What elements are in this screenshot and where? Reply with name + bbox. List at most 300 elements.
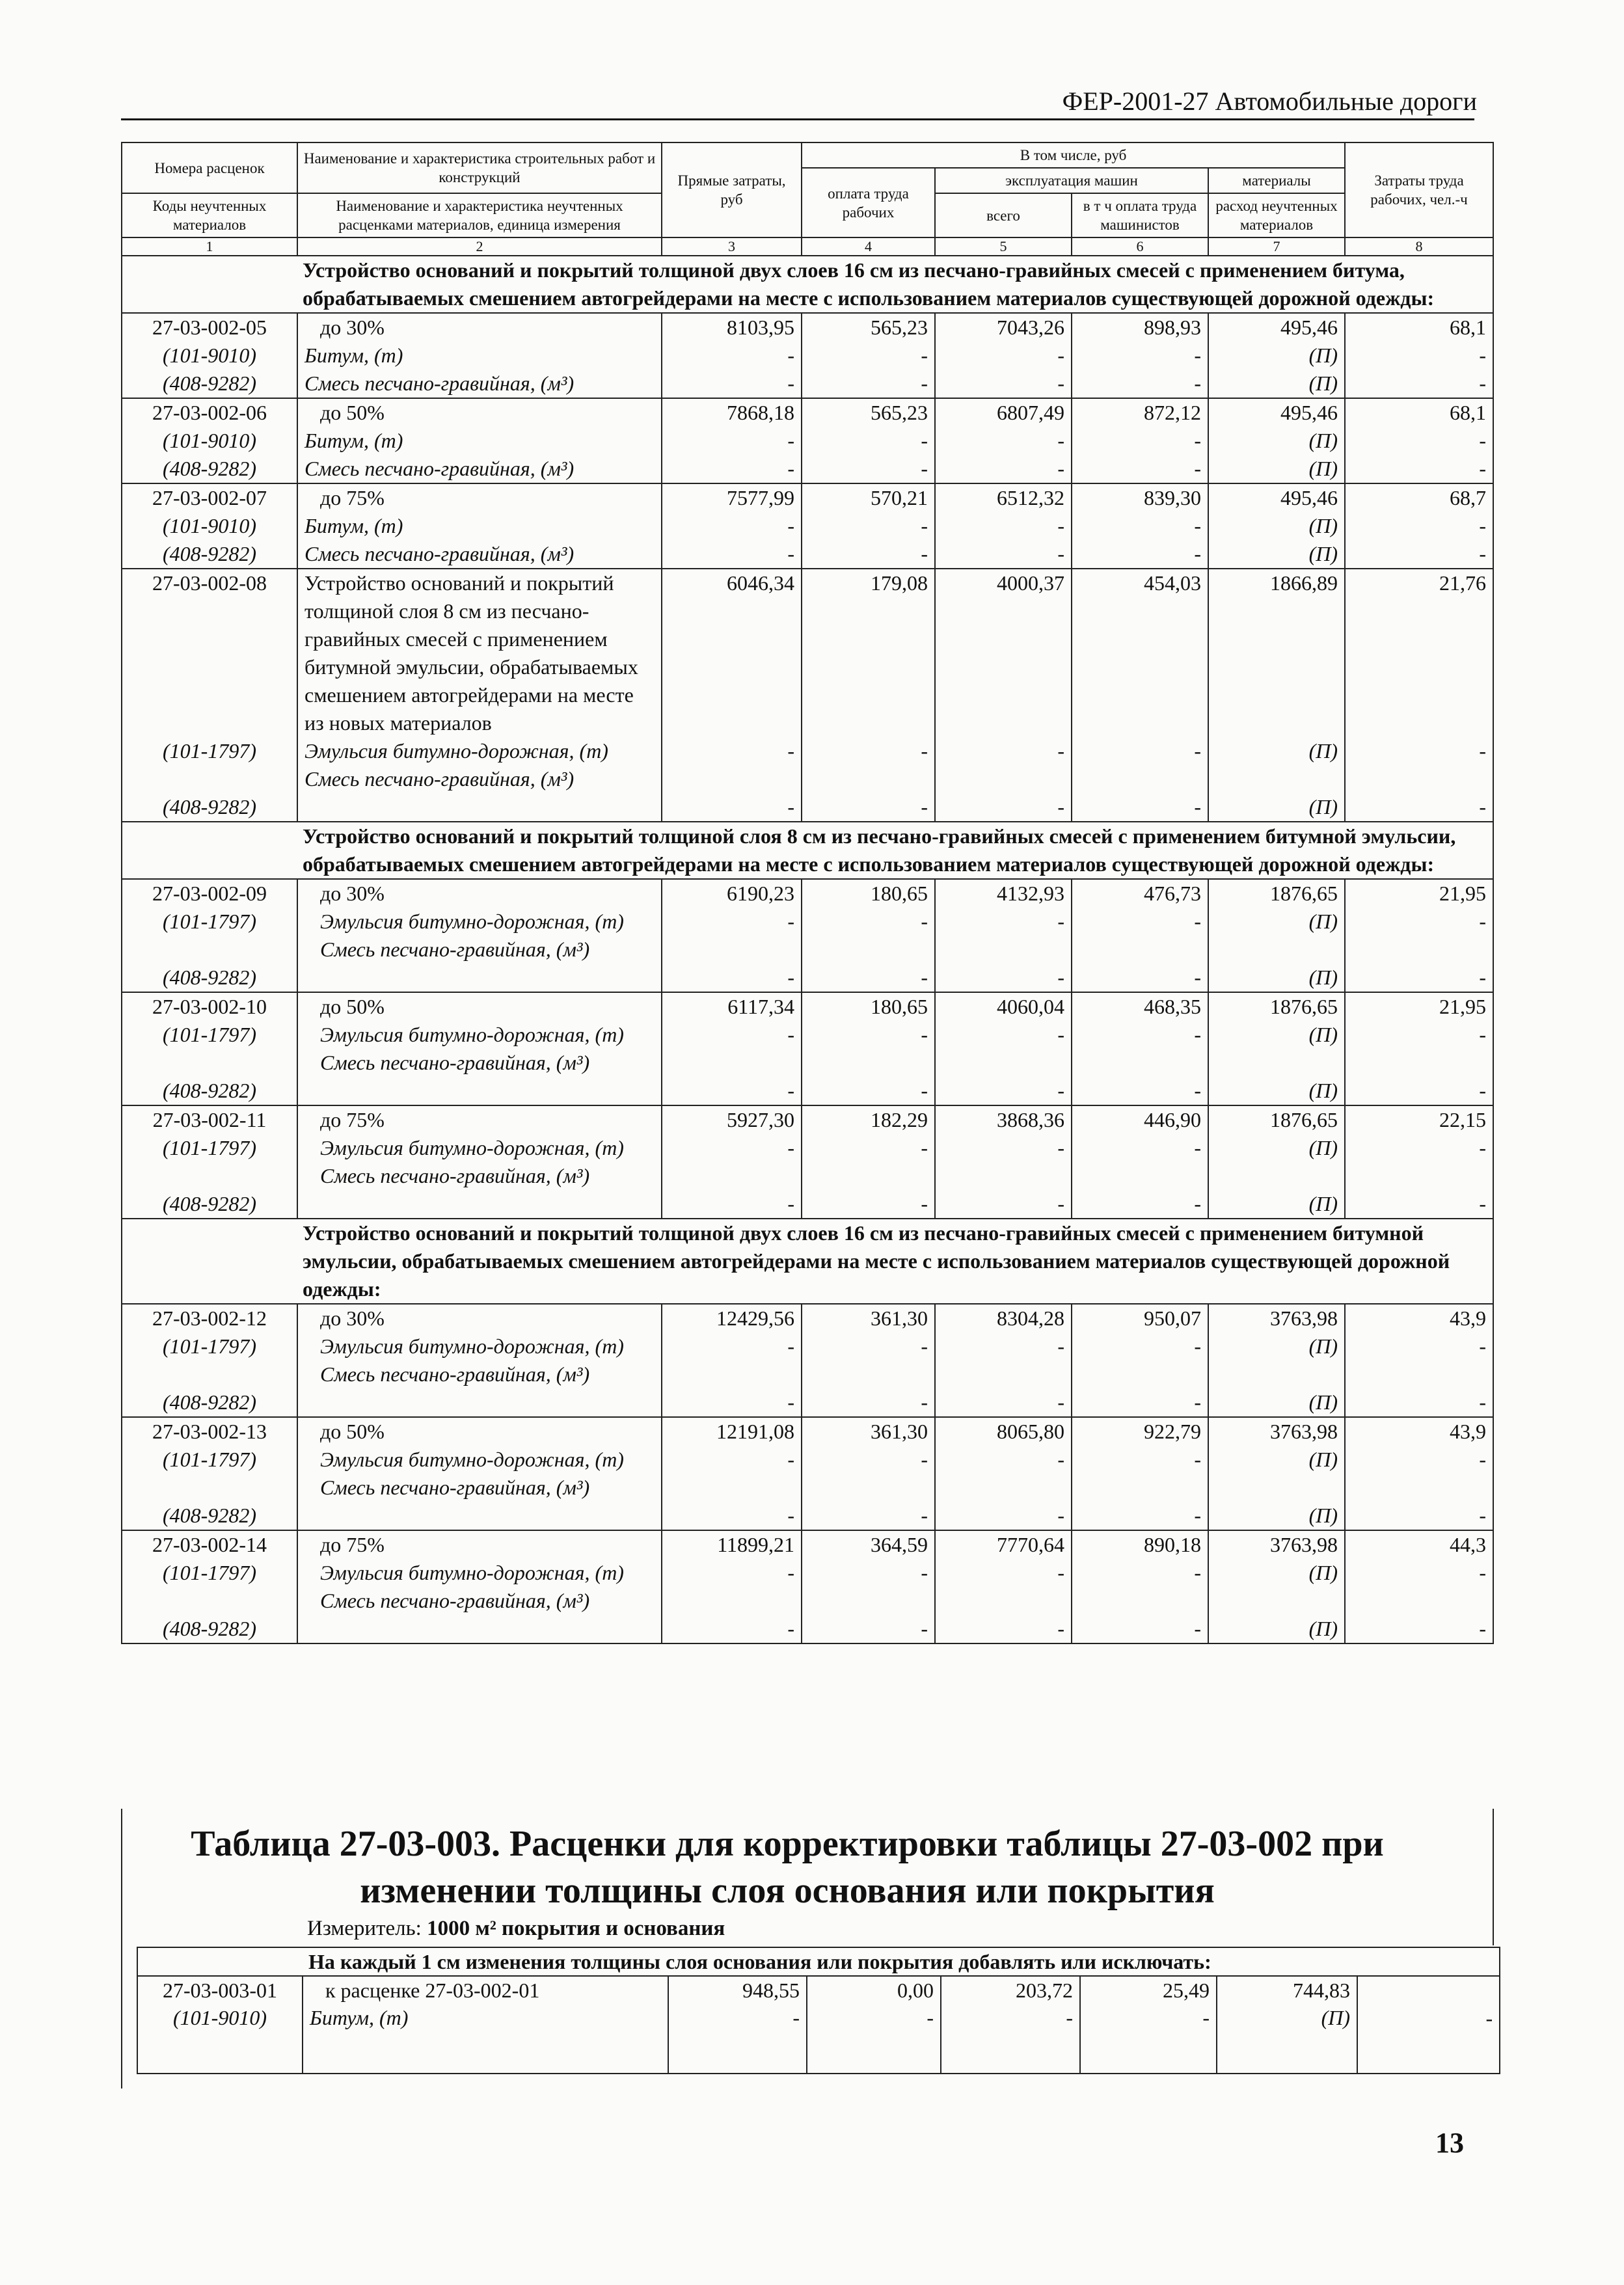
measure-value: 1000 м² покрытия и основания: [427, 1917, 725, 1940]
section-heading: Устройство оснований и покрытий толщиной двух слоев 16 см из песчано-гравийных смесей с применением битума, обрабатываемых смешением автогрейдерами на месте с использованием материалов существующей дорожной одежды:: [297, 256, 1493, 313]
direct-cost: 12191,08: [716, 1420, 794, 1443]
table3-title: Таблица 27-03-003. Расценки для корректировки таблицы 27-03-002 при изменении толщины слоя основания или покрытия: [191, 1824, 1384, 1911]
material-code: (408-9282): [163, 966, 256, 989]
dash: -: [1194, 1390, 1201, 1414]
dash: -: [921, 1617, 928, 1640]
driver-wages: 872,12: [1144, 401, 1201, 424]
work-name: до 50%: [320, 1420, 385, 1443]
material-code: (408-9282): [163, 1504, 256, 1527]
work-name: к расценке 27-03-002-01: [325, 1979, 540, 2002]
dash: -: [1194, 1561, 1201, 1584]
machines-total: 4060,04: [997, 995, 1064, 1018]
work-name: до 75%: [320, 1533, 385, 1556]
dash: -: [1194, 966, 1201, 989]
dash: -: [1194, 795, 1201, 818]
dash: -: [1202, 2006, 1210, 2029]
dash: -: [921, 514, 928, 537]
page-number: 13: [1435, 2127, 1464, 2159]
dash: -: [1479, 1334, 1487, 1358]
material-code: (408-9282): [163, 1390, 256, 1414]
material-name: Смесь песчано-гравийная, (м³): [320, 1362, 590, 1386]
direct-cost: 12429,56: [716, 1306, 794, 1330]
table-row: [122, 313, 1493, 398]
machines-total: 6512,32: [997, 486, 1064, 509]
materials-cost: 3763,98: [1270, 1533, 1338, 1556]
dash: -: [1479, 739, 1487, 763]
dash: -: [1057, 372, 1064, 395]
driver-wages: 890,18: [1144, 1533, 1201, 1556]
dash: -: [921, 966, 928, 989]
direct-cost: 6117,34: [727, 995, 794, 1018]
dash: -: [787, 514, 794, 537]
material-name: Эмульсия битумно-дорожная, (т): [320, 1023, 624, 1046]
machines-total: 6807,49: [997, 401, 1064, 424]
wages: 361,30: [871, 1306, 928, 1330]
section-heading: Устройство оснований и покрытий толщиной слоя 8 см из песчано-гравийных смесей с применением битумной эмульсии, обрабатываемых смешением автогрейдерами на месте с использованием материалов существующей дорожной одежды:: [297, 822, 1493, 879]
table-row: [122, 569, 1493, 822]
project-marker: (П): [1308, 1192, 1338, 1215]
material-name: Битум, (т): [304, 429, 403, 452]
price-table: [121, 142, 1494, 1644]
dash: -: [921, 1136, 928, 1159]
dash: -: [1057, 344, 1064, 367]
labor: 68,1: [1450, 316, 1487, 339]
material-name: Битум, (т): [304, 514, 403, 537]
material-name: Эмульсия битумно-дорожная, (т): [304, 739, 608, 763]
dash: -: [1057, 1390, 1064, 1414]
table-row: [122, 1417, 1493, 1530]
driver-wages: 468,35: [1144, 995, 1201, 1018]
dash: -: [787, 966, 794, 989]
dash: -: [1479, 1079, 1487, 1102]
material-code: (101-1797): [163, 1023, 256, 1046]
dash: -: [921, 795, 928, 818]
direct-cost: 11899,21: [717, 1533, 794, 1556]
project-marker: (П): [1308, 1504, 1338, 1527]
material-code: (101-1797): [163, 1136, 256, 1159]
dash: -: [921, 344, 928, 367]
project-marker: (П): [1308, 739, 1338, 763]
project-marker: (П): [1321, 2006, 1350, 2029]
dash: -: [921, 1334, 928, 1358]
dash: -: [921, 1192, 928, 1215]
table3: [137, 1947, 1500, 2074]
dash: -: [787, 1561, 794, 1584]
material-name: Эмульсия битумно-дорожная, (т): [320, 1448, 624, 1471]
dash: -: [1194, 1448, 1201, 1471]
table3-subheader: На каждый 1 см изменения толщины слоя основания или покрытия добавлять или исключать:: [137, 1947, 1500, 1976]
project-marker: (П): [1308, 429, 1338, 452]
machines-total: 4000,37: [997, 571, 1064, 595]
rate-code: 27-03-002-14: [152, 1533, 267, 1556]
wages: 364,59: [871, 1533, 928, 1556]
dash: -: [1479, 966, 1487, 989]
material-name: Смесь песчано-гравийная, (м³): [320, 1589, 590, 1612]
material-name: Эмульсия битумно-дорожная, (т): [320, 1561, 624, 1584]
material-code: (408-9282): [163, 1079, 256, 1102]
dash: -: [787, 372, 794, 395]
col-work-name-header: Наименование и характеристика строительных работ и конструкций: [297, 142, 662, 193]
project-marker: (П): [1308, 1023, 1338, 1046]
material-code: (101-1797): [163, 739, 256, 763]
table3-measure: [307, 1917, 725, 1941]
machines-total: 3868,36: [997, 1108, 1064, 1131]
col-material-name-header: Наименование и характеристика неучтенных расценками материалов, единица измерения: [297, 193, 662, 237]
project-marker: (П): [1308, 1334, 1338, 1358]
direct-cost: 7577,99: [727, 486, 794, 509]
dash: -: [1194, 1334, 1201, 1358]
material-name: Эмульсия битумно-дорожная, (т): [320, 910, 624, 933]
material-name: Смесь песчано-гравийная, (м³): [304, 457, 575, 480]
work-name: Устройство оснований и покрытий толщиной слоя 8 см из песчано-гравийных смесей с применением битумной эмульсии, обрабатываемых смешением автогрейдерами на месте из новых материалов: [304, 571, 638, 735]
wages: 180,65: [871, 995, 928, 1018]
dash: -: [1057, 514, 1064, 537]
material-name: Эмульсия битумно-дорожная, (т): [320, 1334, 624, 1358]
dash: -: [1057, 1448, 1064, 1471]
dash: -: [921, 457, 928, 480]
project-marker: (П): [1308, 1390, 1338, 1414]
dash: -: [1057, 1136, 1064, 1159]
project-marker: (П): [1308, 344, 1338, 367]
direct-cost: 8103,95: [727, 316, 794, 339]
dash: -: [1479, 372, 1487, 395]
materials-cost: 495,46: [1280, 401, 1338, 424]
dash: -: [921, 1390, 928, 1414]
rate-code: 27-03-003-01: [163, 1979, 277, 2002]
materials-cost: 1876,65: [1270, 1108, 1338, 1131]
project-marker: (П): [1308, 966, 1338, 989]
dash: -: [1479, 1136, 1487, 1159]
dash: -: [1057, 1023, 1064, 1046]
machines-total: 8304,28: [997, 1306, 1064, 1330]
rate-code: 27-03-002-09: [152, 882, 267, 905]
col-number: 2: [297, 237, 662, 256]
col-number: 3: [662, 237, 802, 256]
dash: -: [1479, 429, 1487, 452]
dash: -: [1066, 2006, 1073, 2029]
wages: 182,29: [871, 1108, 928, 1131]
machines-total: 203,72: [1016, 1979, 1073, 2002]
dash: -: [1479, 344, 1487, 367]
dash: -: [787, 1448, 794, 1471]
dash: -: [1194, 910, 1201, 933]
labor: 22,15: [1439, 1108, 1487, 1131]
project-marker: (П): [1308, 542, 1338, 565]
dash: -: [1194, 1617, 1201, 1640]
labor: 43,9: [1450, 1420, 1487, 1443]
rate-code: 27-03-002-06: [152, 401, 267, 424]
col-labor-header: Затраты труда рабочих, чел.-ч: [1345, 142, 1493, 237]
dash: -: [921, 542, 928, 565]
dash: -: [1194, 372, 1201, 395]
materials-cost: 1876,65: [1270, 995, 1338, 1018]
wages: 565,23: [871, 401, 928, 424]
material-name: Смесь песчано-гравийная, (м³): [304, 767, 575, 791]
rate-code: 27-03-002-11: [152, 1108, 267, 1131]
material-name: Битум, (т): [304, 344, 403, 367]
dash: -: [1194, 1023, 1201, 1046]
dash: -: [787, 910, 794, 933]
dash: -: [1057, 1079, 1064, 1102]
driver-wages: 25,49: [1163, 1979, 1210, 2002]
table-row: [122, 483, 1493, 569]
direct-cost: 6190,23: [727, 882, 794, 905]
dash: -: [1057, 1617, 1064, 1640]
col-machines-total-header: всего: [935, 193, 1072, 237]
dash: -: [1194, 1192, 1201, 1215]
col-including-header: В том числе, руб: [802, 142, 1345, 168]
rate-code: 27-03-002-05: [152, 316, 267, 339]
direct-cost: 6046,34: [727, 571, 794, 595]
dash: -: [1479, 1390, 1487, 1414]
material-name: Смесь песчано-гравийная, (м³): [320, 938, 590, 961]
project-marker: (П): [1308, 1561, 1338, 1584]
dash: -: [1479, 457, 1487, 480]
work-name: до 75%: [320, 486, 385, 509]
project-marker: (П): [1308, 514, 1338, 537]
driver-wages: 898,93: [1144, 316, 1201, 339]
material-code: (101-9010): [163, 514, 256, 537]
dash: -: [921, 1504, 928, 1527]
col-rate-number-header: Номера расценок: [122, 142, 297, 193]
dash: -: [1194, 1079, 1201, 1102]
rate-code: 27-03-002-10: [152, 995, 267, 1018]
dash: -: [787, 1079, 794, 1102]
dash: -: [1194, 739, 1201, 763]
table-row: [122, 1530, 1493, 1643]
dash: -: [1479, 795, 1487, 818]
material-code: (408-9282): [163, 1192, 256, 1215]
dash: -: [1479, 910, 1487, 933]
dash: -: [1057, 910, 1064, 933]
table-row: [122, 398, 1493, 483]
rate-code: 27-03-002-13: [152, 1420, 267, 1443]
driver-wages: 476,73: [1144, 882, 1201, 905]
wages: 0,00: [897, 1979, 934, 2002]
table-row: [137, 1976, 1500, 2074]
labor: 68,1: [1450, 401, 1487, 424]
dash: -: [1194, 1136, 1201, 1159]
labor: 68,7: [1450, 486, 1487, 509]
dash: -: [1057, 739, 1064, 763]
project-marker: (П): [1308, 1617, 1338, 1640]
labor: 21,95: [1439, 882, 1487, 905]
material-code: (408-9282): [163, 542, 256, 565]
col-unaccounted-materials-header: расход неучтенных материалов: [1208, 193, 1345, 237]
material-code: (408-9282): [163, 372, 256, 395]
project-marker: (П): [1308, 1079, 1338, 1102]
dash: -: [787, 542, 794, 565]
driver-wages: 839,30: [1144, 486, 1201, 509]
material-code: (101-9010): [163, 344, 256, 367]
material-code: (101-1797): [163, 1561, 256, 1584]
col-number: 1: [122, 237, 297, 256]
driver-wages: 950,07: [1144, 1306, 1201, 1330]
dash: -: [1057, 966, 1064, 989]
material-code: (408-9282): [163, 457, 256, 480]
dash: -: [787, 1023, 794, 1046]
direct-cost: 948,55: [742, 1979, 800, 2002]
dash: -: [921, 372, 928, 395]
material-name: Смесь песчано-гравийная, (м³): [320, 1164, 590, 1187]
work-name: до 50%: [320, 995, 385, 1018]
wages: 570,21: [871, 486, 928, 509]
wages: 179,08: [871, 571, 928, 595]
table-row: [122, 879, 1493, 992]
material-name: Смесь песчано-гравийная, (м³): [304, 372, 575, 395]
dash: -: [787, 1617, 794, 1640]
table3-frame-right: [1493, 1809, 1494, 1945]
project-marker: (П): [1308, 1448, 1338, 1471]
material-name: Смесь песчано-гравийная, (м³): [320, 1051, 590, 1074]
dash: -: [921, 429, 928, 452]
dash: -: [1479, 1561, 1487, 1584]
dash: -: [1057, 457, 1064, 480]
header-rule: [121, 118, 1474, 120]
table-row: [122, 1304, 1493, 1417]
table-row: [122, 1105, 1493, 1219]
col-material-codes-header: Коды неучтенных материалов: [122, 193, 297, 237]
col-wages-header: оплата труда рабочих: [802, 168, 935, 237]
work-name: до 30%: [320, 1306, 385, 1330]
material-code: (101-1797): [163, 1334, 256, 1358]
dash: -: [1479, 1617, 1487, 1640]
material-name: Смесь песчано-гравийная, (м³): [304, 542, 575, 565]
materials-cost: 1876,65: [1270, 882, 1338, 905]
material-name: Битум, (т): [310, 2006, 409, 2029]
col-number: 6: [1072, 237, 1208, 256]
work-name: до 75%: [320, 1108, 385, 1131]
machines-total: 7043,26: [997, 316, 1064, 339]
col-machines-header: эксплуатация машин: [935, 168, 1208, 193]
materials-cost: 3763,98: [1270, 1306, 1338, 1330]
dash: -: [787, 457, 794, 480]
dash: -: [1479, 1192, 1487, 1215]
dash: -: [921, 1079, 928, 1102]
col-materials-header: материалы: [1208, 168, 1345, 193]
direct-cost: 7868,18: [727, 401, 794, 424]
material-code: (408-9282): [163, 795, 256, 818]
dash: -: [1057, 1561, 1064, 1584]
driver-wages: 446,90: [1144, 1108, 1201, 1131]
section-heading: Устройство оснований и покрытий толщиной двух слоев 16 см из песчано-гравийных смесей с применением битумной эмульсии, обрабатываемых смешением автогрейдерами на месте с использованием материалов существующей дорожной одежды:: [297, 1219, 1493, 1304]
dash: -: [1194, 514, 1201, 537]
material-name: Эмульсия битумно-дорожная, (т): [320, 1136, 624, 1159]
dash: -: [921, 910, 928, 933]
work-name: до 30%: [320, 882, 385, 905]
materials-cost: 495,46: [1280, 316, 1338, 339]
project-marker: (П): [1308, 910, 1338, 933]
col-number: 5: [935, 237, 1072, 256]
col-number: 4: [802, 237, 935, 256]
dash: -: [787, 795, 794, 818]
dash: -: [792, 2006, 800, 2029]
work-name: до 50%: [320, 401, 385, 424]
material-name: Смесь песчано-гравийная, (м³): [320, 1476, 590, 1499]
dash: -: [1194, 542, 1201, 565]
labor: 21,95: [1439, 995, 1487, 1018]
material-code: (408-9282): [163, 1617, 256, 1640]
dash: -: [921, 1561, 928, 1584]
project-marker: (П): [1308, 372, 1338, 395]
dash: -: [1479, 1023, 1487, 1046]
dash: -: [1194, 1504, 1201, 1527]
rate-code: 27-03-002-12: [152, 1306, 267, 1330]
dash: -: [787, 344, 794, 367]
dash: -: [787, 1334, 794, 1358]
rate-code: 27-03-002-07: [152, 486, 267, 509]
dash: -: [1057, 1334, 1064, 1358]
col-driver-wages-header: в т ч оплата труда машинистов: [1072, 193, 1208, 237]
dash: -: [1194, 457, 1201, 480]
materials-cost: 495,46: [1280, 486, 1338, 509]
work-name: до 30%: [320, 316, 385, 339]
machines-total: 7770,64: [997, 1533, 1064, 1556]
dash: -: [787, 1192, 794, 1215]
wages: 361,30: [871, 1420, 928, 1443]
rate-code: 27-03-002-08: [152, 571, 267, 595]
materials-cost: 1866,89: [1270, 571, 1338, 595]
labor: 43,9: [1450, 1306, 1487, 1330]
dash: -: [787, 429, 794, 452]
material-code: (101-9010): [173, 2006, 267, 2029]
dash: -: [787, 739, 794, 763]
table-row: [122, 992, 1493, 1105]
col-number: 8: [1345, 237, 1493, 256]
wages: 180,65: [871, 882, 928, 905]
dash: -: [1479, 542, 1487, 565]
direct-cost: 5927,30: [727, 1108, 794, 1131]
labor: 21,76: [1439, 571, 1487, 595]
dash: -: [1057, 542, 1064, 565]
dash: -: [1057, 1504, 1064, 1527]
project-marker: (П): [1308, 1136, 1338, 1159]
dash: -: [1194, 344, 1201, 367]
dash: -: [1479, 514, 1487, 537]
dash: -: [921, 739, 928, 763]
project-marker: (П): [1308, 795, 1338, 818]
dash: -: [787, 1136, 794, 1159]
material-code: (101-1797): [163, 910, 256, 933]
dash: -: [921, 1023, 928, 1046]
dash: -: [1194, 429, 1201, 452]
wages: 565,23: [871, 316, 928, 339]
dash: -: [787, 1390, 794, 1414]
material-code: (101-1797): [163, 1448, 256, 1471]
col-direct-cost-header: Прямые затраты, руб: [662, 142, 802, 237]
labor: 44,3: [1450, 1533, 1487, 1556]
material-code: (101-9010): [163, 429, 256, 452]
dash: -: [1057, 429, 1064, 452]
machines-total: 8065,80: [997, 1420, 1064, 1443]
col-number: 7: [1208, 237, 1345, 256]
dash: -: [1479, 1504, 1487, 1527]
project-marker: (П): [1308, 457, 1338, 480]
dash: -: [1479, 1448, 1487, 1471]
labor: -: [1485, 2007, 1493, 2030]
materials-cost: 3763,98: [1270, 1420, 1338, 1443]
dash: -: [921, 1448, 928, 1471]
dash: -: [1057, 795, 1064, 818]
dash: -: [927, 2006, 934, 2029]
machines-total: 4132,93: [997, 882, 1064, 905]
driver-wages: 454,03: [1144, 571, 1201, 595]
measure-label: Измеритель:: [307, 1917, 422, 1940]
table3-frame-left: [121, 1809, 122, 2089]
dash: -: [1057, 1192, 1064, 1215]
dash: -: [787, 1504, 794, 1527]
driver-wages: 922,79: [1144, 1420, 1201, 1443]
